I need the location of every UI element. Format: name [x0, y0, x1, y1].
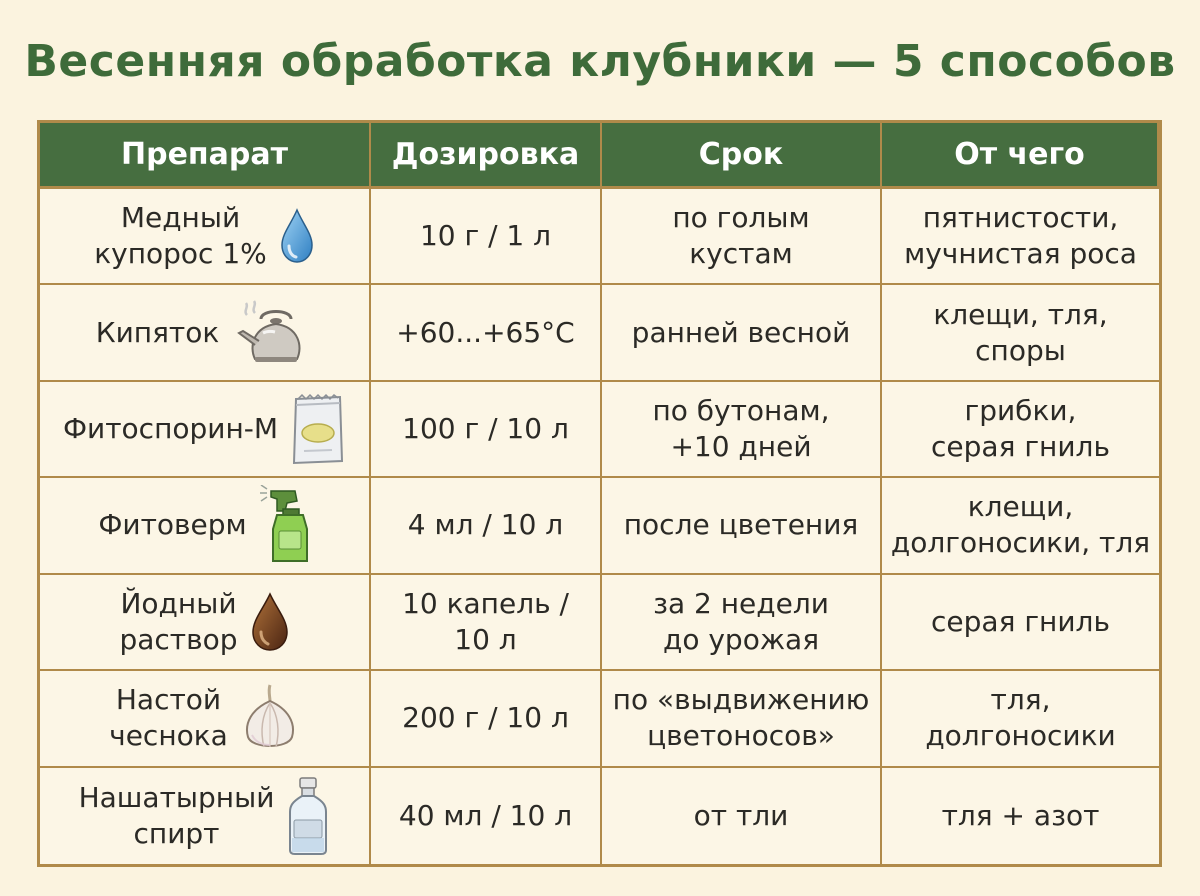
timing-cell: по «выдвижению цветоносов» — [602, 671, 882, 767]
preparation-name: Настой чеснока — [109, 683, 228, 753]
target-cell: клещи, тля, споры — [882, 285, 1159, 381]
dosage-cell: +60...+65°C — [371, 285, 602, 381]
garlic-icon — [240, 683, 300, 753]
target-cell: пятнистости, мучнистая роса — [882, 189, 1159, 285]
table-row-preparation — [40, 671, 371, 767]
treatment-table — [37, 120, 1162, 867]
preparation-name: Медный купорос 1% — [94, 201, 267, 271]
spray-bottle-icon — [259, 485, 311, 565]
water-drop-icon — [279, 208, 315, 264]
ammonia-bottle-icon — [286, 776, 330, 856]
preparation-name: Йодный раствор — [119, 586, 238, 656]
timing-cell: за 2 недели до урожая — [602, 575, 882, 671]
target-cell: тля + азот — [941, 798, 1100, 832]
table-row-preparation — [40, 575, 371, 671]
header-dosage: Дозировка — [371, 123, 602, 189]
table-row-preparation — [40, 478, 371, 574]
target-cell: грибки, серая гниль — [882, 382, 1159, 478]
timing-cell: по голым кустам — [602, 189, 882, 285]
target-cell: тля, долгоносики — [882, 671, 1159, 767]
iodine-drop-icon — [250, 592, 290, 652]
header-target: От чего — [882, 123, 1159, 189]
header-timing: Срок — [602, 123, 882, 189]
table-row-preparation — [40, 285, 371, 381]
dosage-cell: 200 г / 10 л — [371, 671, 602, 767]
target-cell: серая гниль — [882, 575, 1159, 671]
dosage-cell: 100 г / 10 л — [371, 382, 602, 478]
timing-cell: от тли — [602, 768, 882, 864]
timing-cell: после цветения — [602, 478, 882, 574]
table-row-preparation — [40, 189, 371, 285]
preparation-name: Фитоспорин-М — [62, 412, 279, 446]
header-preparation: Препарат — [40, 123, 371, 189]
preparation-name: Кипяток — [95, 315, 220, 349]
dosage-cell: 10 г / 1 л — [371, 189, 602, 285]
dosage-cell: 10 капель / 10 л — [371, 575, 602, 671]
target-cell: клещи, долгоносики, тля — [882, 478, 1159, 574]
dosage-cell: 4 мл / 10 л — [371, 478, 602, 574]
timing-cell: ранней весной — [602, 285, 882, 381]
page-title: Весенняя обработка клубники — 5 способов — [24, 36, 1176, 87]
table-row-preparation — [40, 768, 371, 864]
preparation-name: Фитоверм — [98, 508, 247, 542]
powder-packet-icon — [290, 393, 346, 465]
preparation-name: Нашатырный спирт — [78, 780, 275, 850]
timing-cell: по бутонам, +10 дней — [602, 382, 882, 478]
table-row-preparation — [40, 382, 371, 478]
dosage-cell: 40 мл / 10 л — [371, 768, 602, 864]
kettle-icon — [231, 297, 313, 369]
